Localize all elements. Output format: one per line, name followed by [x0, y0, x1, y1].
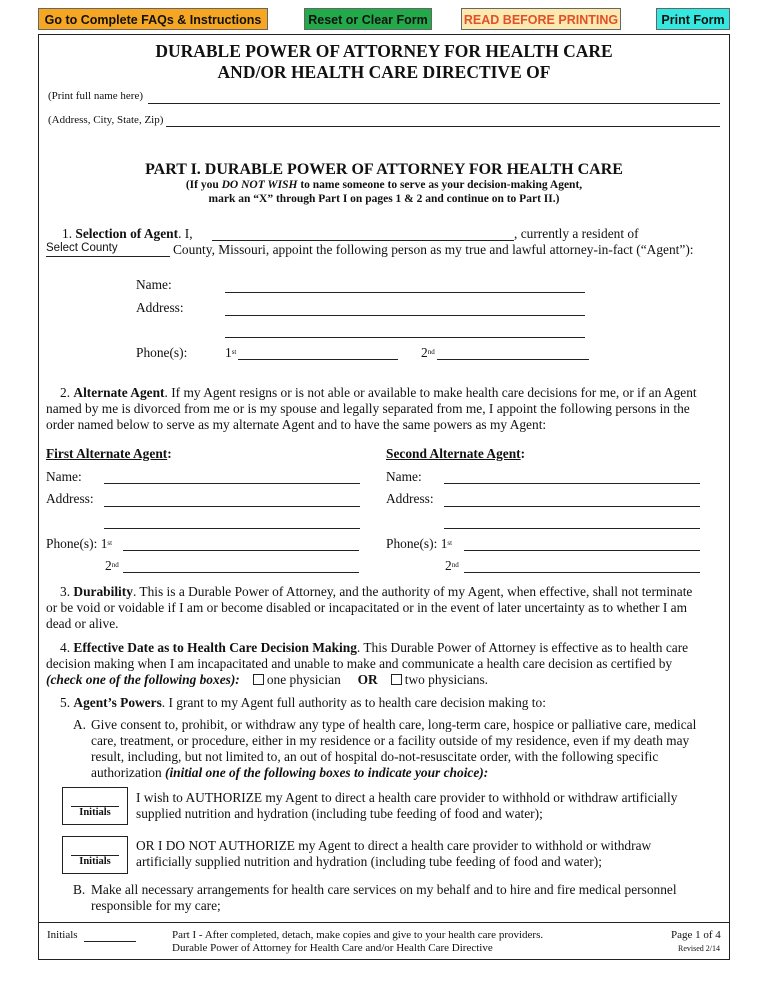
alt2-phone1-field[interactable]	[464, 550, 700, 551]
print-form-button[interactable]: Print Form	[656, 8, 730, 30]
agent-name-field[interactable]	[225, 292, 585, 293]
footer-note-1: Part I - After completed, detach, make copies and give to your health care providers.	[172, 929, 544, 941]
not-authorize-initials-box[interactable]	[62, 836, 128, 874]
footer-note-2: Durable Power of Attorney for Health Care and/or Health Care Directive	[172, 942, 493, 954]
agent-address-field-2[interactable]	[225, 337, 585, 338]
alt2-name-label: Name:	[386, 469, 422, 484]
two-physicians-checkbox[interactable]	[391, 674, 402, 685]
alt1-phone2-label: 2nd	[105, 558, 119, 573]
full-name-field[interactable]	[148, 103, 720, 104]
agent-address-label: Address:	[136, 300, 184, 315]
alt1-address-label: Address:	[46, 491, 94, 506]
agent-name-label: Name:	[136, 277, 172, 292]
part1-heading: PART I. DURABLE POWER OF ATTORNEY FOR HEALTH CARE	[145, 161, 623, 178]
first-alternate-heading: First Alternate Agent:	[46, 446, 172, 461]
agent-phone1-label: 1st	[225, 345, 237, 360]
second-alternate-heading: Second Alternate Agent:	[386, 446, 526, 461]
alt1-name-label: Name:	[46, 469, 82, 484]
section1-resident: , currently a resident of	[514, 226, 639, 241]
section2-line2: named by me is divorced from me or is my spouse and legally separated from me, I appoint the following persons in the	[46, 401, 690, 416]
alt1-address-field-1[interactable]	[104, 506, 360, 507]
footer-initials-field[interactable]	[84, 941, 136, 942]
alt2-address-field-2[interactable]	[444, 528, 700, 529]
not-authorize-line1: OR I DO NOT AUTHORIZE my Agent to direct a health care provider to withhold or withdraw	[136, 838, 652, 853]
section1-county-text: County, Missouri, appoint the following person as my true and lawful attorney-in-fact (“Agent”):	[173, 242, 694, 257]
section5a-line4: authorization (initial one of the following boxes to indicate your choice):	[91, 765, 489, 780]
alt2-phone2-field[interactable]	[464, 572, 700, 573]
faq-button[interactable]: Go to Complete FAQs & Instructions	[38, 8, 268, 30]
alt2-address-field-1[interactable]	[444, 506, 700, 507]
authorize-line2: supplied nutrition and hydration (including tube feeding of food and water);	[136, 806, 543, 821]
revised-date: Revised 2/14	[678, 944, 720, 953]
alt2-name-field[interactable]	[444, 483, 700, 484]
form-title-line1: DURABLE POWER OF ATTORNEY FOR HEALTH CARE	[155, 41, 613, 61]
alt2-phone2-label: 2nd	[445, 558, 459, 573]
section3-line1: 3. Durability. This is a Durable Power of Attorney, and the authority of my Agent, when effective, shall not terminate	[60, 584, 693, 599]
authorize-line1: I wish to AUTHORIZE my Agent to direct a health care provider to withhold or withdraw artificially	[136, 790, 678, 805]
authorize-initials-box[interactable]	[62, 787, 128, 825]
principal-name-field[interactable]	[212, 240, 514, 241]
section2-line1: 2. Alternate Agent. If my Agent resigns or is not able or available to make health care decisions for me, or if an Agent	[60, 385, 697, 400]
read-before-printing-button[interactable]: READ BEFORE PRINTING	[461, 8, 621, 30]
section5b-letter: B.	[73, 882, 86, 897]
section3-line3: dead or alive.	[46, 616, 119, 631]
section5-line1: 5. Agent’s Powers. I grant to my Agent full authority as to health care decision making to:	[60, 695, 546, 710]
alt1-address-field-2[interactable]	[104, 528, 360, 529]
part1-subheading-2: mark an “X” through Part I on pages 1 & 2 and continue on to Part II.)	[208, 193, 560, 205]
county-select[interactable]: Select County	[46, 242, 170, 257]
section5a-line2: care, treatment, or procedure, either in my residence or a facility outside of my residence, even if my death may	[91, 733, 690, 748]
agent-phone2-field[interactable]	[437, 359, 589, 360]
section5a-line1: Give consent to, prohibit, or withdraw any type of health care, long-term care, hospice or palliative care, medical	[91, 717, 697, 732]
alt1-phone2-field[interactable]	[123, 572, 359, 573]
alt1-phone-label: Phone(s): 1st	[46, 536, 113, 551]
part1-subheading-1: (If you DO NOT WISH to name someone to serve as your decision-making Agent,	[185, 179, 583, 191]
address-field[interactable]	[166, 126, 720, 127]
section1-line1: 1. Selection of Agent. I,	[62, 226, 193, 241]
section4-line1: 4. Effective Date as to Health Care Decision Making. This Durable Power of Attorney is effective as to health care	[60, 640, 689, 655]
alt2-phone-label: Phone(s): 1st	[386, 536, 453, 551]
footer-divider	[38, 922, 730, 923]
section4-line2: decision making when I am incapacitated and unable to make and communicate a health care decision as certified by	[46, 656, 673, 671]
section5b-line1: Make all necessary arrangements for health care services on my behalf and to hire and fire medical personnel	[91, 882, 677, 897]
section4-line3: (check one of the following boxes): one physician OR two physicians.	[46, 672, 489, 687]
alt1-phone1-field[interactable]	[123, 550, 359, 551]
not-authorize-line2: artificially supplied nutrition and hydration (including tube feeding of food and water);	[136, 854, 602, 869]
not-authorize-initials-label: Initials	[79, 856, 111, 867]
alt2-address-label: Address:	[386, 491, 434, 506]
agent-address-field-1[interactable]	[225, 315, 585, 316]
agent-phone-label: Phone(s):	[136, 345, 188, 360]
form-title-line2: AND/OR HEALTH CARE DIRECTIVE OF	[217, 62, 551, 82]
footer-initials-label: Initials	[47, 929, 78, 941]
section5a-line3: result, including, but not limited to, an out of hospital do-not-resuscitate order, with the following specific	[91, 749, 659, 764]
agent-phone2-label: 2nd	[421, 345, 435, 360]
full-name-label: (Print full name here)	[48, 90, 143, 102]
page-number: Page 1 of 4	[671, 929, 721, 941]
section3-line2: or be void or voidable if I am or become disabled or incapacitated or in the event of later uncertainty as to whether I am	[46, 600, 688, 615]
section5a-letter: A.	[73, 717, 87, 732]
authorize-initials-label: Initials	[79, 807, 111, 818]
one-physician-checkbox[interactable]	[253, 674, 264, 685]
address-label: (Address, City, State, Zip)	[48, 114, 164, 126]
alt1-name-field[interactable]	[104, 483, 360, 484]
section5b-line2: responsible for my care;	[91, 898, 221, 913]
agent-phone1-field[interactable]	[238, 359, 398, 360]
section2-line3: order named below to serve as my alternate Agent and to have the same powers as my Agent:	[46, 417, 547, 432]
reset-form-button[interactable]: Reset or Clear Form	[304, 8, 432, 30]
